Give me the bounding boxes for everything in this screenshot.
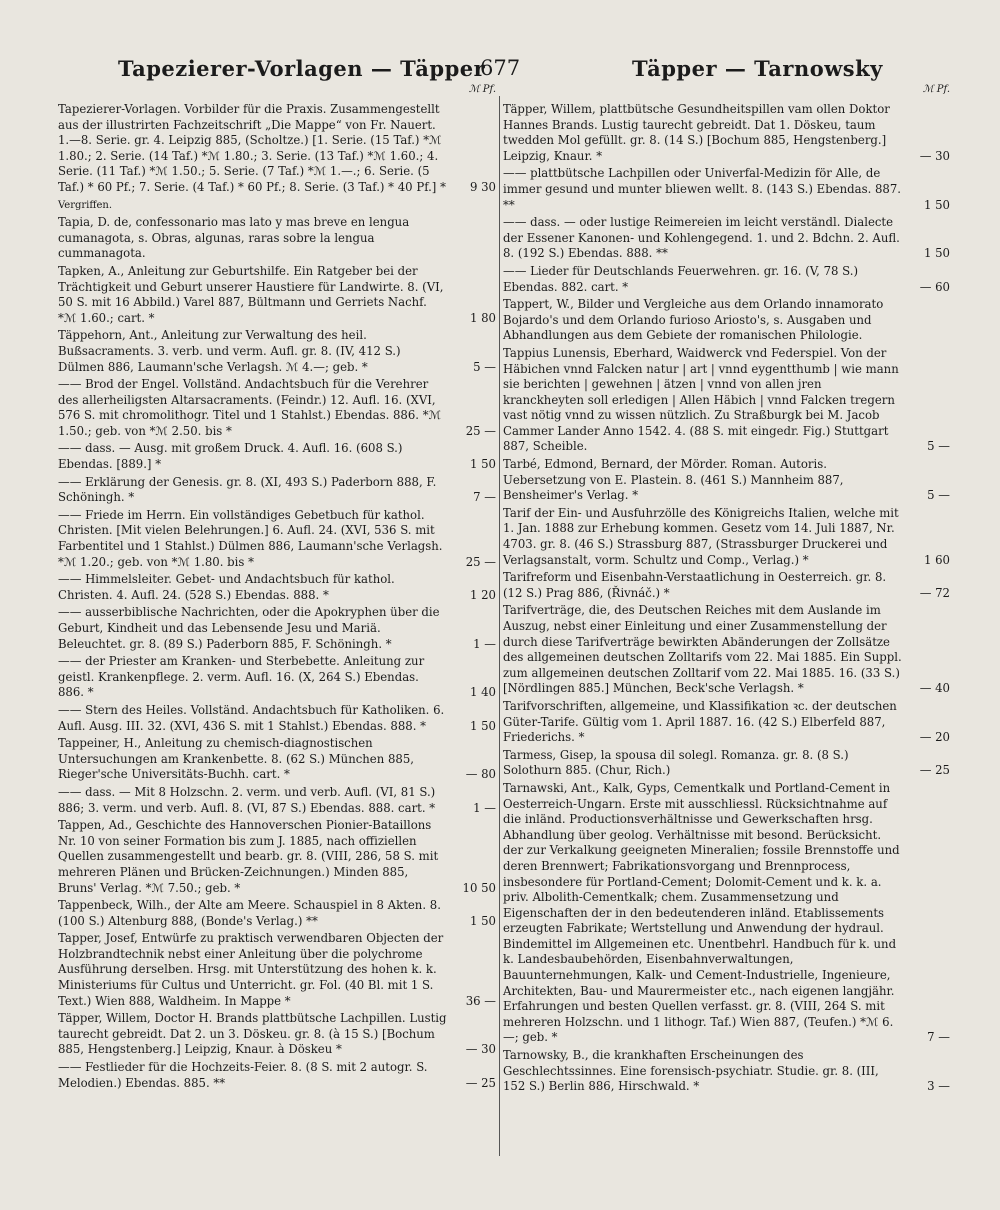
entry-price: 36 —	[465, 993, 496, 1008]
entry-text: Vergriffen.	[58, 199, 113, 211]
entry-text: —— dass. — Ausg. mit großem Druck. 4. Aufl. 16. (608 S.) Ebendas. [889.] *	[58, 441, 403, 472]
entry-price: — 20	[919, 730, 950, 745]
entry-price: 1 50	[469, 913, 496, 928]
catalog-entry	[58, 264, 496, 326]
entry-text: —— Friede im Herrn. Ein vollständiges Gebetbuch für kathol. Christen. [Mit vielen Belehrungen.] 6. Aufl. 24. (XVI, 536 S. mit Farbentitel und 1 Stahlst.) Dülmen 886, Laumann'sche Verlagsh. *ℳ 1.20.; geb. von *ℳ 1.80. bis *	[58, 507, 443, 569]
catalog-entry	[58, 898, 496, 929]
entry-text: Tarnowsky, B., die krankhaften Erscheinungen des Geschlechtssinnes. Eine forensisch-psychiatr. Studie. gr. 8. (III, 152 S.) Berlin 886, Hirschwald. *	[503, 1048, 879, 1094]
catalog-entry	[503, 748, 950, 779]
right-column	[503, 84, 950, 1095]
catalog-entry	[58, 931, 496, 1009]
header-right-title: Täpper — Tarnowsky	[632, 56, 883, 81]
entry-text: Tapken, A., Anleitung zur Geburtshilfe. Ein Ratgeber bei der Trächtigkeit und Geburt unserer Haustiere für Landwirte. 8. (VI, 50 S. mit 16 Abbild.) Varel 887, Bültmann und Gerriets Nachf. *ℳ 1.60.; cart. *	[58, 263, 444, 325]
entry-text: Tapper, Josef, Entwürfe zu praktisch verwendbaren Objecten der Holzbrandtechnik nebst einer Anleitung über die polychrome Ausführung derselben. Hrsg. mit Unterstützung des hohen k. k. Ministeriums für Cultus und Unterricht. gr. Fol. (40 Bl. mit 1 S. Text.) Wien 888, Waldheim. In Mappe *	[58, 931, 444, 1008]
header-left-title: Tapezierer-Vorlagen — Täpper	[118, 56, 486, 81]
entry-text: Tappeiner, H., Anleitung zu chemisch-diagnostischen Untersuchungen am Krankenbette. 8. (62 S.) München 885, Rieger'sche Universitäts-Buchh. cart. *	[58, 736, 414, 782]
catalog-entry	[58, 215, 496, 262]
entry-price: 1 50	[469, 457, 496, 472]
catalog-entry	[58, 441, 496, 472]
catalog-entry	[503, 570, 950, 601]
entry-price: 1 —	[473, 800, 496, 815]
entry-text: Tapia, D. de, confessonario mas lato y mas breve en lengua cumanagota, s. Obras, algunas, raras sobre la lengua cummanagota.	[58, 215, 410, 261]
entry-text: —— der Priester am Kranken- und Sterbebette. Anleitung zur geistl. Krankenpflege. 2. verm. Aufl. 16. (X, 264 S.) Ebendas. 886. *	[58, 654, 425, 700]
entry-price: 1 40	[469, 685, 496, 700]
entry-price: 5 —	[927, 439, 950, 454]
entry-text: —— dass. — Mit 8 Holzschn. 2. verm. und verb. Aufl. (VI, 81 S.) 886; 3. verm. und verb. Aufl. 8. (VI, 87 S.) Ebendas. 888. cart. *	[58, 784, 436, 815]
entry-price: — 30	[465, 1042, 496, 1057]
entry-text: Tarifverträge, die, des Deutschen Reiches mit dem Auslande im Auszug, nebst einer Einleitung und einer Zusammenstellung der durch diese Tarifverträge bewirkten Abänderungen der Zollsätze des allgemeinen deutschen Zolltarifs vom 22. Mai 1885. Ein Suppl. zum allgemeinen deutschen Zolltarif vom 22. Mai 1885. 16. (33 S.) [Nördlingen 885.] München, Beck'sche Verlagsh. *	[503, 603, 902, 696]
entry-text: Tappius Lunensis, Eberhard, Waidwerck vnd Federspiel. Von der Häbichen vnnd Falcken natur | art | vnnd eygentthumb | wie mann sie berichten | gewehnen | ätzen | vnnd von allen jren kranckheyten soll erledigen | Allen Häbich | vnnd Falcken tregern vast nötig vnnd zu wissen nützlich. Zu Straßburgk bei M. Jacob Cammer Lander Anno 1542. 4. (88 S. mit eingedr. Fig.) Stuttgart 887, Scheible.	[503, 345, 899, 454]
entry-price: 9 30	[469, 179, 496, 194]
catalog-entry	[58, 736, 496, 783]
entry-price: 7 —	[473, 490, 496, 505]
catalog-entry	[58, 377, 496, 439]
entry-text: Tappenbeck, Wilh., der Alte am Meere. Schauspiel in 8 Akten. 8. (100 S.) Altenburg 888, (Bonde's Verlag.) **	[58, 898, 441, 928]
entry-text: —— Festlieder für die Hochzeits-Feier. 8. (8 S. mit 2 autogr. S. Melodien.) Ebendas. 885. **	[58, 1060, 428, 1090]
entry-text: Tarifreform und Eisenbahn-Verstaatlichung in Oesterreich. gr. 8. (12 S.) Prag 886, (Řivnáč.) *	[503, 570, 887, 600]
catalog-entry	[503, 102, 950, 164]
catalog-entry	[58, 198, 496, 214]
entry-text: Täpper, Willem, Doctor H. Brands plattbütsche Lachpillen. Lustig taurecht gebreidt. Dat 2. un 3. Döskeu. gr. 8. (à 15 S.) [Bochum 885, Hengstenberg.] Leipzig, Knaur. à Döskeu *	[58, 1011, 447, 1057]
entry-text: —— Himmelsleiter. Gebet- und Andachtsbuch für kathol. Christen. 4. Aufl. 24. (528 S.) Ebendas. 888. *	[58, 572, 395, 602]
page-number: 677	[480, 56, 521, 80]
entry-text: —— plattbütsche Lachpillen oder Univerfal-Medizin för Alle, de immer gesund und munter bliewen wellt. 8. (143 S.) Ebendas. 887. **	[503, 166, 902, 212]
entry-price: 1 —	[473, 636, 496, 651]
catalog-entry	[58, 654, 496, 701]
entry-price: 10 50	[462, 880, 496, 895]
catalog-entry	[58, 328, 496, 375]
entry-price: 1 50	[923, 197, 950, 212]
entry-text: —— Stern des Heiles. Vollständ. Andachtsbuch für Katholiken. 6. Aufl. Ausg. III. 32. (XVI, 436 S. mit 1 Stahlst.) Ebendas. 888. *	[58, 702, 445, 733]
money-header-left: ℳ Pf.	[468, 84, 496, 95]
entry-text: Täpper, Willem, plattbütsche Gesundheitspillen vam ollen Doktor Hannes Brands. Lustig taurecht gebreidt. Dat 1. Döskeu, taum twedden Mol gefüllt. gr. 8. (14 S.) [Bochum 885, Hengstenberg.] Leipzig, Knaur. *	[503, 102, 890, 163]
entry-price: 1 80	[469, 310, 496, 325]
entry-text: Tarifvorschriften, allgemeine, und Klassifikation ꝛc. der deutschen Güter-Tarife. Gültig vom 1. April 1887. 16. (42 S.) Elberfeld 887, Friederichs. *	[503, 698, 897, 745]
entry-price: — 80	[465, 767, 496, 782]
entry-price: — 25	[919, 763, 950, 778]
entry-price: — 25	[465, 1075, 496, 1090]
catalog-entry	[58, 703, 496, 734]
column-divider	[499, 96, 500, 1156]
entry-text: Tarif der Ein- und Ausfuhrzölle des Königreichs Italien, welche mit 1. Jan. 1888 zur Erhebung kommen. Gesetz vom 14. Juli 1887, Nr. 4703. gr. 8. (46 S.) Strassburg 887, (Strassburger Druckerei und Verlagsanstalt, vorm. Schultz und Comp., Verlag.) *	[503, 505, 899, 567]
catalog-entry	[58, 1011, 496, 1058]
catalog-entry	[503, 781, 950, 1046]
catalog-entry	[58, 818, 496, 896]
entry-price: 1 20	[469, 587, 496, 602]
entry-text: Täppehorn, Ant., Anleitung zur Verwaltung des heil. Bußsacraments. 3. verb. und verm. Aufl. gr. 8. (IV, 412 S.) Dülmen 886, Laumann'sche Verlagsh. ℳ 4.—; geb. *	[58, 328, 401, 374]
entry-text: Tarmess, Gisep, la spousa dil solegl. Romanza. gr. 8. (8 S.) Solothurn 885. (Chur, Rich.)	[503, 747, 849, 778]
catalog-entry	[503, 699, 950, 746]
left-column	[58, 84, 496, 1091]
catalog-entry	[58, 102, 496, 196]
catalog-entry	[503, 166, 950, 213]
catalog-entry	[58, 572, 496, 603]
entry-text: —— ausserbiblische Nachrichten, oder die Apokryphen über die Geburt, Kindheit und das Lebensende Jesu und Mariä. Beleuchtet. gr. 8. (89 S.) Paderborn 885, F. Schöningh. *	[58, 605, 440, 651]
catalog-entry	[503, 603, 950, 697]
page-header	[0, 56, 1000, 90]
catalog-entry	[503, 457, 950, 504]
entry-price: — 72	[919, 585, 950, 600]
catalog-entry	[503, 215, 950, 262]
entry-text: Tarnawski, Ant., Kalk, Gyps, Cementkalk und Portland-Cement in Oesterreich-Ungarn. Erste mit ausschliessl. Rücksichtnahme auf die inländ. Productionsverhältnisse und Gewerkschaften hrsg. Abhandlung über geolog. Verhältnisse mit besond. Berücksicht. der zur Verkalkung geeigneten Mineralien; fossile Brennstoffe und deren Brennwert; Fabrikationsvorgang und Brennprocess, insbesondere für Portland-Cement; Dolomit-Cement und k. k. a. priv. Albolith-Cementkalk; chem. Zusammensetzung und Eigenschaften der in den bedeutenderen inländ. Etablissements erzeugten Fabrikate; Wertstellung und Anwendung der hydraul. Bindemittel im Allgemeinen etc. Unentbehrl. Handbuch für k. und k. Landesbaubehörden, Eisenbahnverwaltungen, Bauunternehmungen, Kalk- und Cement-Industrielle, Ingenieure, Architekten, Bau- und Maurermeister etc., nach eigenen langjähr. Erfahrungen und besten Quellen verfasst. gr. 8. (VIII, 264 S. mit mehreren Holzschn. und 1 lithogr. Taf.) Wien 887, (Teufen.) *ℳ 6.—; geb. *	[503, 780, 900, 1045]
entry-text: —— Brod der Engel. Vollständ. Andachtsbuch für die Verehrer des allerheiligsten Altarsacraments. (Feindr.) 12. Aufl. 16. (XVI, 576 S. mit chromolithogr. Titel und 1 Stahlst.) Ebendas. 886. *ℳ 1.50.; geb. von *ℳ 2.50. bis *	[58, 377, 442, 438]
entry-text: Tapezierer-Vorlagen. Vorbilder für die Praxis. Zusammengestellt aus der illustrirten Fachzeitschrift „Die Mappe“ von Fr. Nauert. 1.—8. Serie. gr. 4. Leipzig 885, (Scholtze.) [1. Serie. (15 Taf.) *ℳ 1.80.; 2. Serie. (14 Taf.) *ℳ 1.80.; 3. Serie. (13 Taf.) *ℳ 1.60.; 4. Serie. (11 Taf.) *ℳ 1.50.; 5. Serie. (7 Taf.) *ℳ 1.—.; 6. Serie. (5 Taf.) * 60 Pf.; 7. Serie. (4 Taf.) * 60 Pf.; 8. Serie. (3 Taf.) * 40 Pf.] *	[58, 102, 446, 194]
catalog-entry	[503, 346, 950, 455]
entry-price: 25 —	[465, 423, 496, 438]
entry-price: 7 —	[927, 1030, 950, 1045]
catalog-entry	[58, 508, 496, 570]
entry-text: —— Lieder für Deutschlands Feuerwehren. gr. 16. (V, 78 S.) Ebendas. 882. cart. *	[503, 263, 859, 294]
catalog-entry	[58, 1060, 496, 1091]
entry-text: —— dass. — oder lustige Reimereien im leicht verständl. Dialecte der Essener Kanonen- und Kohlengegend. 1. und 2. Bdchn. 2. Aufl. 8. (192 S.) Ebendas. 888. **	[503, 215, 900, 261]
entry-price: — 60	[919, 279, 950, 294]
entry-price: 1 50	[923, 246, 950, 261]
catalog-entry	[58, 475, 496, 506]
catalog-entry	[503, 264, 950, 295]
entry-price: 5 —	[473, 359, 496, 374]
catalog-entry	[503, 297, 950, 344]
entry-price: 1 50	[469, 718, 496, 733]
entry-text: —— Erklärung der Genesis. gr. 8. (XI, 493 S.) Paderborn 888, F. Schöningh. *	[58, 474, 437, 505]
entry-price: — 40	[919, 681, 950, 696]
entry-price: — 30	[919, 148, 950, 163]
entry-price: 3 —	[927, 1079, 950, 1094]
entry-text: Tarbé, Edmond, Bernard, der Mörder. Roman. Autoris. Uebersetzung von E. Plastein. 8. (461 S.) Mannheim 887, Bensheimer's Verlag. *	[503, 457, 844, 503]
entry-price: 25 —	[465, 554, 496, 569]
entry-text: Tappen, Ad., Geschichte des Hannoverschen Pionier-Bataillons Nr. 10 von seiner Formation bis zum J. 1885, nach offiziellen Quellen zusammengestellt und bearb. gr. 8. (VIII, 286, 58 S. mit mehreren Plänen und Brücken-Zeichnungen.) Minden 885, Bruns' Verlag. *ℳ 7.50.; geb. *	[58, 818, 439, 895]
entry-price: 1 60	[923, 552, 950, 567]
catalog-entry	[503, 1048, 950, 1095]
money-header-right: ℳ Pf.	[922, 84, 950, 95]
catalog-entry	[58, 785, 496, 816]
entry-price: 5 —	[927, 488, 950, 503]
catalog-entry	[503, 506, 950, 568]
entry-text: Tappert, W., Bilder und Vergleiche aus dem Orlando innamorato Bojardo's und dem Orlando furioso Ariosto's, s. Ausgaben und Abhandlungen aus dem Gebiete der romanischen Philologie.	[503, 297, 884, 343]
catalog-entry	[58, 605, 496, 652]
